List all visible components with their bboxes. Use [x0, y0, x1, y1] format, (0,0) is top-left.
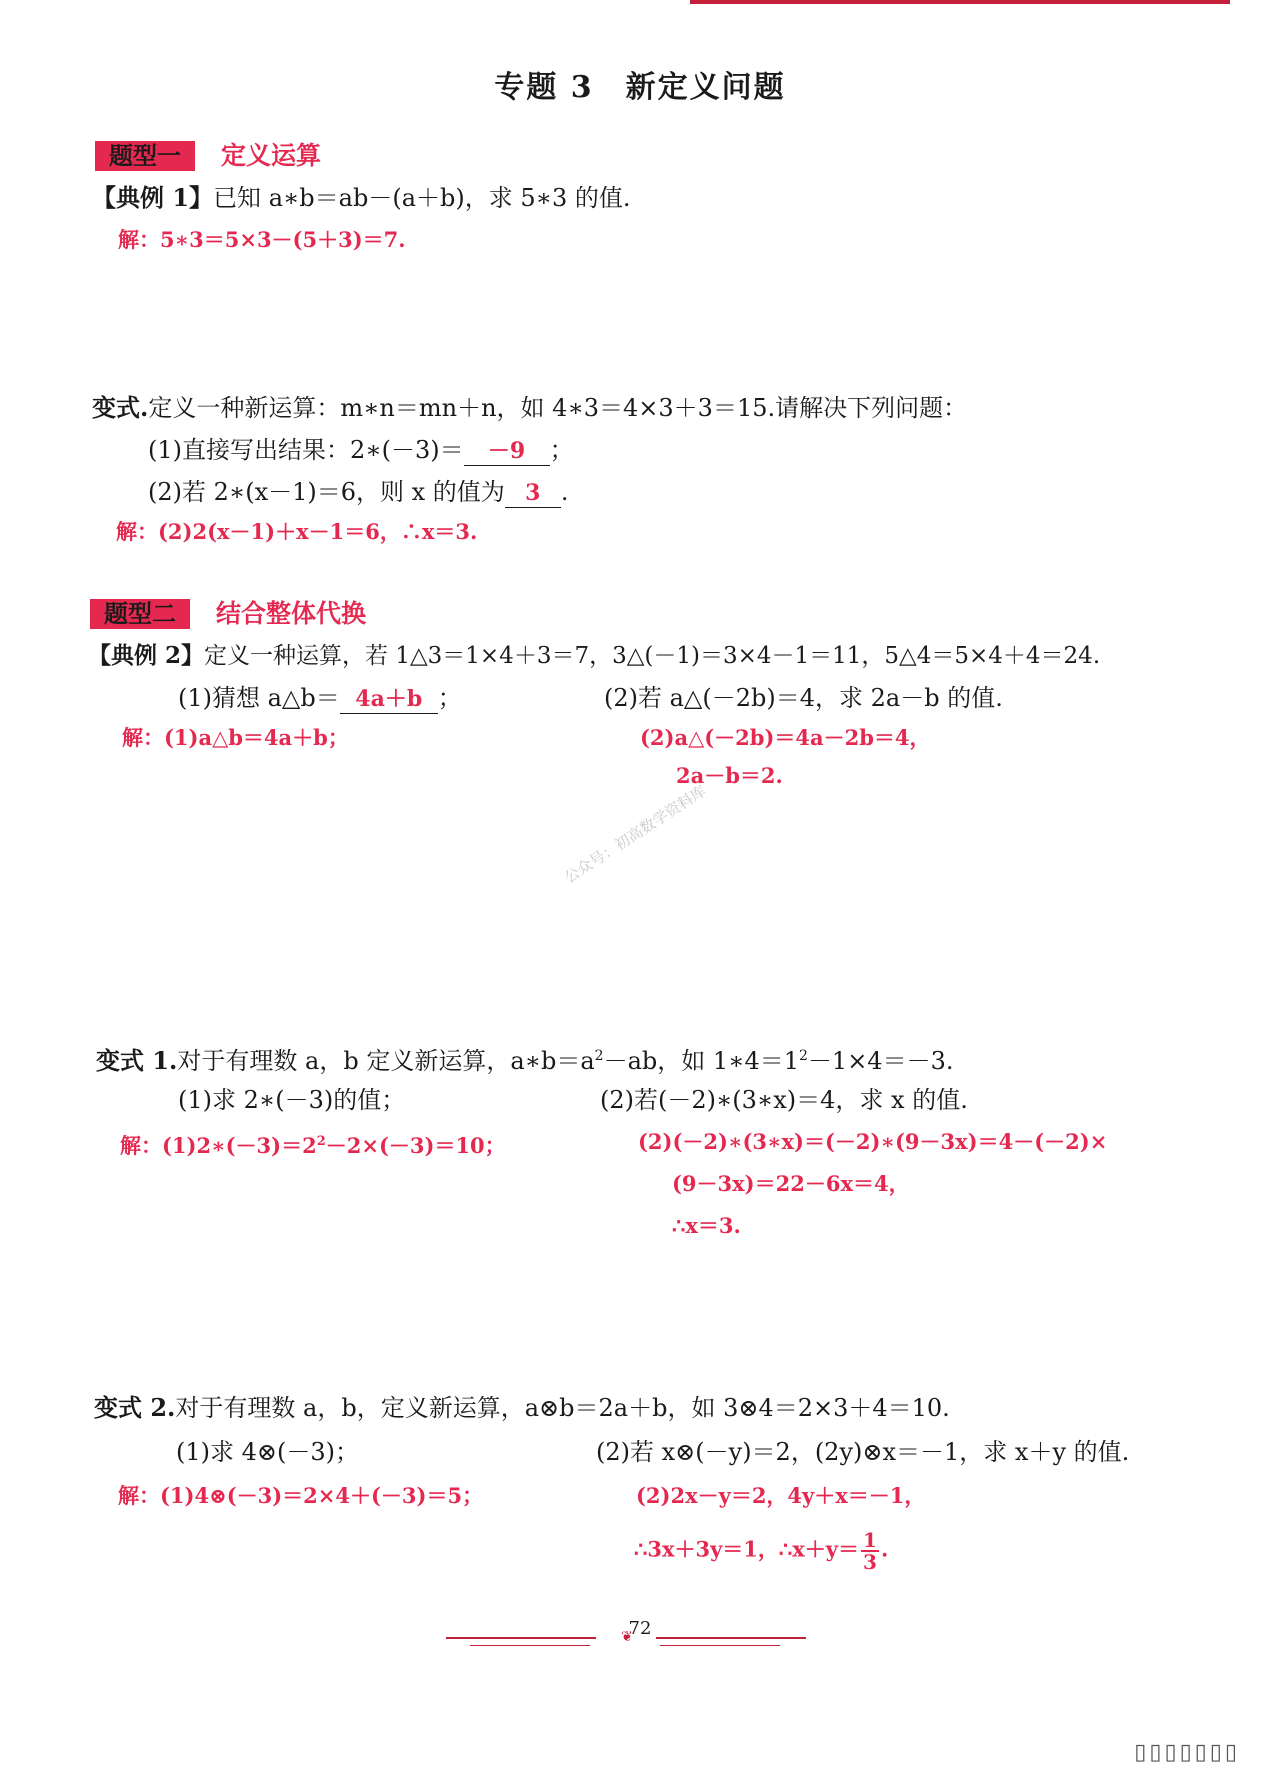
part-text: (1)直接写出结果：2∗(－3)＝ — [148, 436, 464, 464]
question-text: 对于有理数 a，b 定义新运算，a∗b＝a — [177, 1047, 595, 1075]
example-2-answer-2-line-2: 2a－b＝2. — [676, 763, 783, 788]
variant-label: 变式 1. — [96, 1046, 178, 1075]
example-1-answer: 解：5∗3＝5×3－(5＋3)＝7. — [118, 227, 406, 252]
superscript: 2 — [799, 1048, 808, 1064]
example-2-answer-1: 解：(1)a△b＝4a＋b； — [122, 725, 349, 750]
section-header-1 — [95, 138, 321, 172]
example-2-part-2: (2)若 a△(－2b)＝4，求 2a－b 的值. — [604, 684, 1003, 712]
variant-part-1 — [148, 434, 574, 466]
part-end: ； — [549, 436, 574, 464]
corner-mark: ▯▯▯▯▯▯▯ — [1134, 1740, 1240, 1765]
variant-1-question — [96, 1040, 953, 1077]
question-text: 已知 a∗b＝ab－(a＋b)，求 5∗3 的值. — [213, 184, 631, 212]
fraction — [861, 1530, 879, 1572]
fraction-denominator: 3 — [863, 1550, 877, 1574]
variant-label: 变式. — [92, 393, 149, 422]
example-2-question — [88, 640, 1100, 672]
variant-1-answer-2-line-3: ∴x＝3. — [672, 1213, 741, 1238]
fraction-numerator: 1 — [863, 1528, 877, 1552]
top-decoration-bar — [690, 0, 1230, 4]
answer-end: . — [880, 1536, 889, 1562]
variant-label: 变式 2. — [94, 1393, 176, 1422]
page-number: 72 — [628, 1618, 652, 1639]
variant-question — [92, 392, 967, 424]
section-title: 结合整体代换 — [216, 598, 367, 628]
example-2-part-1 — [178, 682, 462, 714]
question-text: －1×4＝－3. — [807, 1047, 954, 1075]
question-text: 定义一种新运算：m∗n＝mn＋n，如 4∗3＝4×3＋3＝15.请解决下列问题： — [148, 394, 968, 422]
variant-2-answer-2-line-1: (2)2x－y＝2，4y＋x＝－1， — [636, 1483, 926, 1508]
variant-2-answer-1: 解：(1)4⊗(－3)＝2×4＋(－3)＝5； — [118, 1483, 484, 1508]
page-title: 专题 3 新定义问题 — [494, 70, 786, 105]
variant-1-answer-2-line-2: (9－3x)＝22－6x＝4， — [672, 1171, 910, 1196]
answer-text: ∴3x＋3y＝1，∴x＋y＝ — [634, 1536, 860, 1562]
footer-line-right-thin — [660, 1645, 780, 1646]
part-end: ； — [437, 684, 462, 712]
part-text: (1)猜想 a△b＝ — [178, 684, 340, 712]
section-tag: 题型二 — [90, 599, 190, 629]
example-1-question — [92, 182, 630, 214]
variant-1-part-2: (2)若(－2)∗(3∗x)＝4，求 x 的值. — [600, 1086, 968, 1114]
footer-ornament-icon: ❦ — [621, 1629, 633, 1645]
answer-blank: 3 — [505, 479, 561, 508]
answer-blank: －9 — [464, 437, 550, 466]
section-tag: 题型一 — [95, 141, 195, 171]
question-text: －ab，如 1∗4＝1 — [603, 1047, 799, 1075]
variant-part-2 — [148, 476, 568, 508]
section-title: 定义运算 — [221, 140, 322, 170]
part-text: (2)若 2∗(x－1)＝6，则 x 的值为 — [148, 478, 505, 506]
question-text: 定义一种运算，若 1△3＝1×4＋3＝7，3△(－1)＝3×4－1＝11，5△4＝5×4＋4＝24. — [204, 643, 1101, 669]
question-text: 对于有理数 a，b，定义新运算，a⊗b＝2a＋b，如 3⊗4＝2×3＋4＝10. — [175, 1394, 950, 1422]
variant-1-part-1: (1)求 2∗(－3)的值； — [178, 1086, 406, 1114]
variant-answer: 解：(2)2(x－1)＋x－1＝6，∴x＝3. — [116, 519, 478, 544]
variant-1-answer-1 — [120, 1128, 506, 1160]
variant-2-answer-2-line-2 — [634, 1530, 888, 1572]
superscript: 2 — [316, 1134, 326, 1149]
answer-blank: 4a＋b — [340, 685, 438, 714]
example-label: 【典例 2】 — [88, 642, 205, 669]
example-label: 【典例 1】 — [92, 183, 214, 212]
answer-text: －2×(－3)＝10； — [325, 1133, 506, 1158]
superscript: 2 — [594, 1048, 604, 1064]
variant-2-part-2: (2)若 x⊗(－y)＝2，(2y)⊗x＝－1，求 x＋y 的值. — [596, 1438, 1130, 1466]
answer-text: 解：(1)2∗(－3)＝2 — [120, 1133, 317, 1158]
variant-2-question — [94, 1392, 950, 1424]
footer-line-left — [446, 1637, 596, 1639]
variant-2-part-1: (1)求 4⊗(－3)； — [176, 1438, 359, 1466]
watermark: 公众号：初高数学资料库 — [561, 781, 710, 887]
footer-line-right — [656, 1637, 806, 1639]
example-2-answer-2-line-1: (2)a△(－2b)＝4a－2b＝4， — [640, 725, 931, 750]
section-header-2 — [90, 596, 366, 630]
part-end: . — [560, 478, 569, 506]
footer-line-left-thin — [470, 1645, 590, 1646]
variant-1-answer-2-line-1: (2)(－2)∗(3∗x)＝(－2)∗(9－3x)＝4－(－2)× — [638, 1129, 1108, 1154]
